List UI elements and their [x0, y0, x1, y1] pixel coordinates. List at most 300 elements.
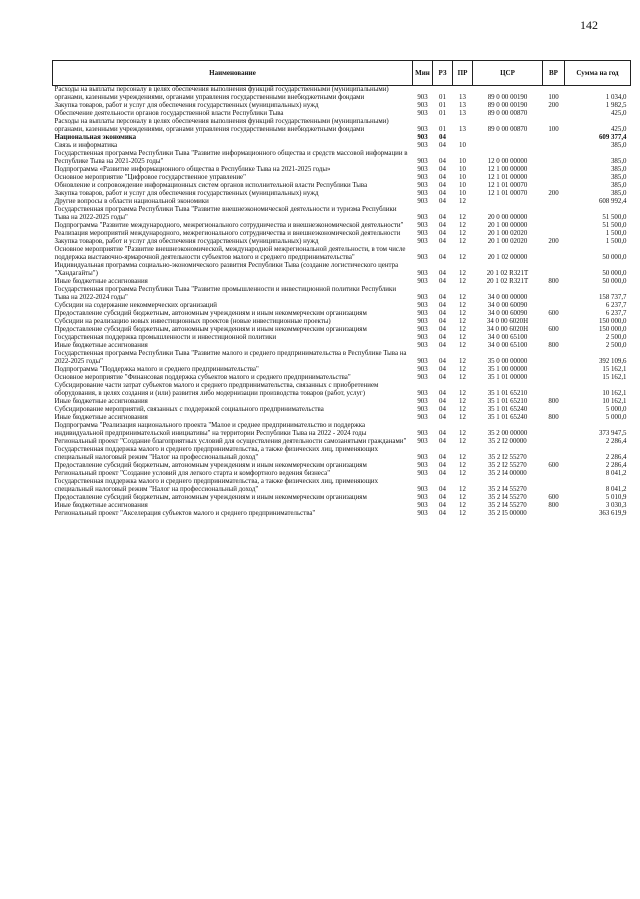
cell-sum: 1 982,5 — [605, 102, 627, 109]
cell-pr: 12 — [459, 294, 466, 301]
cell-min: 903 — [417, 470, 428, 477]
cell-vr — [543, 222, 565, 230]
table-row — [53, 502, 631, 510]
table-row — [53, 222, 631, 230]
cell-sum: 5 010,9 — [605, 494, 627, 501]
cell-min: 903 — [417, 454, 428, 461]
table-row — [53, 470, 631, 478]
cell-csr: 89 0 00 00190 — [487, 102, 528, 109]
table-row — [53, 334, 631, 342]
cell-name: Иные бюджетные ассигнования — [54, 502, 148, 509]
cell-pr: 12 — [459, 486, 466, 493]
cell-sum: 15 162,1 — [602, 374, 627, 381]
cell-min: 903 — [417, 94, 428, 101]
cell-sum: 609 377,4 — [598, 134, 627, 141]
cell-pr: 12 — [459, 254, 466, 261]
cell-rz: 04 — [439, 270, 446, 277]
cell-sum: 15 162,1 — [602, 366, 627, 373]
header-min: Мин — [413, 61, 433, 86]
cell-name: Закупка товаров, работ и услуг для обеспечения государственных (муниципальных) нужд — [54, 190, 319, 197]
table-row — [53, 118, 631, 134]
cell-sum: 6 237,7 — [605, 302, 627, 309]
cell-pr: 12 — [459, 454, 466, 461]
cell-name: Региональный проект "Создание условий для легкого старта и комфортного ведения бизнеса" — [54, 470, 331, 477]
cell-vr: 600 — [548, 310, 559, 317]
cell-pr: 10 — [459, 174, 466, 181]
cell-sum: 50 000,0 — [602, 270, 627, 277]
cell-name: Закупка товаров, работ и услуг для обеспечения государственных (муниципальных) нужд — [54, 102, 319, 109]
cell-min: 903 — [417, 222, 428, 229]
cell-min: 903 — [417, 406, 428, 413]
table-row — [53, 414, 631, 422]
cell-pr: 12 — [459, 270, 466, 277]
cell-rz: 04 — [439, 294, 446, 301]
cell-name: Подпрограмма "Развитие международного, межрегионального сотрудничества и внешнеэкономической деятельности" — [54, 222, 404, 229]
table-row — [53, 110, 631, 118]
cell-rz: 04 — [439, 398, 446, 405]
cell-csr: 20 1 02 00000 — [487, 254, 528, 261]
cell-pr: 12 — [459, 462, 466, 469]
cell-vr: 800 — [548, 342, 559, 349]
cell-rz: 04 — [439, 214, 446, 221]
cell-vr — [543, 334, 565, 342]
cell-name: Иные бюджетные ассигнования — [54, 414, 148, 421]
cell-csr: 35 2 I5 00000 — [488, 510, 527, 517]
cell-rz: 04 — [439, 414, 446, 421]
cell-vr — [543, 182, 565, 190]
cell-csr: 34 0 00 65100 — [487, 342, 528, 349]
cell-pr: 12 — [459, 398, 466, 405]
table-row — [53, 150, 631, 166]
cell-name: Индивидуальная программа социально-экономического развития Республики Тыва (создание логистического центра "Хандагайты") — [54, 262, 399, 277]
cell-rz: 04 — [439, 278, 446, 285]
cell-rz: 04 — [439, 190, 446, 197]
table-row — [53, 286, 631, 302]
cell-rz: 04 — [439, 238, 446, 245]
cell-csr: 35 1 00 00000 — [487, 366, 528, 373]
cell-rz: 04 — [439, 230, 446, 237]
cell-pr: 10 — [459, 190, 466, 197]
cell-name: Предоставление субсидий бюджетным, автономным учреждениям и иным некоммерческим организациям — [54, 326, 367, 333]
cell-pr: 10 — [459, 182, 466, 189]
cell-min: 903 — [417, 310, 428, 317]
cell-sum: 8 041,2 — [605, 470, 627, 477]
cell-csr: 20 1 00 00000 — [487, 222, 528, 229]
header-pr: ПР — [453, 61, 473, 86]
cell-vr: 600 — [548, 326, 559, 333]
cell-csr: 35 2 I4 00000 — [488, 470, 527, 477]
cell-vr — [543, 150, 565, 166]
cell-name: Обновление и сопровождение информационных систем органов исполнительной власти Республики Тыва — [54, 182, 368, 189]
cell-min: 903 — [417, 238, 428, 245]
cell-sum: 5 000,0 — [605, 406, 627, 413]
cell-pr: 12 — [459, 214, 466, 221]
cell-vr — [543, 350, 565, 366]
cell-csr: 89 0 00 00870 — [487, 110, 528, 117]
cell-rz: 04 — [439, 342, 446, 349]
cell-rz: 04 — [439, 510, 446, 517]
cell-vr — [543, 134, 565, 142]
cell-name: Подпрограмма «Развитие информационного общества в Республике Тыва на 2021-2025 годы» — [54, 166, 331, 173]
cell-pr: 12 — [459, 222, 466, 229]
cell-sum: 150 000,0 — [598, 318, 627, 325]
cell-vr: 100 — [548, 94, 559, 101]
table-row — [53, 190, 631, 198]
cell-min: 903 — [417, 158, 428, 165]
cell-vr — [543, 262, 565, 278]
cell-name: Субсидирование мероприятий, связанных с поддержкой социального предпринимательства — [54, 406, 324, 413]
cell-vr — [543, 422, 565, 438]
budget-table — [52, 60, 631, 518]
cell-pr: 12 — [459, 414, 466, 421]
table-header-row — [53, 61, 631, 86]
table-row — [53, 422, 631, 438]
cell-sum: 2 500,0 — [605, 334, 627, 341]
cell-name: Региональный проект "Создание благоприятных условий для осуществления деятельности самозанятыми гражданами" — [54, 438, 407, 445]
cell-min: 903 — [417, 270, 428, 277]
header-rz: РЗ — [433, 61, 453, 86]
table-row — [53, 262, 631, 278]
cell-vr: 800 — [548, 398, 559, 405]
table-row — [53, 510, 631, 518]
cell-sum: 51 500,0 — [602, 222, 627, 229]
cell-pr: 12 — [459, 430, 466, 437]
cell-rz: 04 — [439, 158, 446, 165]
header-csr: ЦСР — [473, 61, 543, 86]
cell-pr: 12 — [459, 470, 466, 477]
cell-vr: 200 — [548, 102, 559, 109]
cell-csr: 35 0 00 00000 — [487, 358, 528, 365]
cell-min: 903 — [417, 438, 428, 445]
cell-pr: 12 — [459, 510, 466, 517]
cell-csr: 35 1 01 00000 — [487, 374, 528, 381]
cell-name: Государственная программа Республики Тыва "Развитие промышленности и инвестиционной политики Республики Тыва на 2022-2024 годы" — [54, 286, 397, 301]
cell-csr: 35 2 00 00000 — [487, 430, 528, 437]
cell-min: 903 — [417, 126, 428, 133]
table-row — [53, 406, 631, 414]
cell-rz: 01 — [439, 102, 446, 109]
table-row — [53, 206, 631, 222]
cell-vr — [543, 318, 565, 326]
cell-name: Закупка товаров, работ и услуг для обеспечения государственных (муниципальных) нужд — [54, 238, 319, 245]
cell-min: 903 — [417, 294, 428, 301]
cell-rz: 04 — [439, 366, 446, 373]
cell-name: Связь и информатика — [54, 142, 118, 149]
cell-rz: 04 — [439, 310, 446, 317]
cell-min: 903 — [417, 142, 428, 149]
cell-sum: 2 500,0 — [605, 342, 627, 349]
cell-rz: 01 — [439, 126, 446, 133]
table-row — [53, 446, 631, 462]
table-row — [53, 134, 631, 142]
cell-rz: 04 — [439, 174, 446, 181]
cell-sum: 1 500,0 — [605, 230, 627, 237]
cell-pr: 12 — [459, 302, 466, 309]
cell-pr: 12 — [459, 238, 466, 245]
cell-pr: 10 — [459, 166, 466, 173]
cell-csr — [473, 198, 543, 206]
cell-sum: 10 162,1 — [602, 398, 627, 405]
cell-rz: 04 — [439, 334, 446, 341]
cell-sum: 608 992,4 — [598, 198, 627, 205]
cell-sum: 1 034,0 — [605, 94, 627, 101]
table-row — [53, 246, 631, 262]
cell-rz: 04 — [439, 406, 446, 413]
cell-rz: 04 — [439, 454, 446, 461]
cell-rz: 04 — [439, 166, 446, 173]
cell-csr: 20 1 02 R321T — [486, 270, 529, 277]
cell-name: Основное мероприятие "Развитие внешнеэкономической, международной межрегиональной деятельности, в том числе поддержка выставочно-ярмарочной деятельности субъектов малого и среднего предпринимательства" — [54, 246, 406, 261]
cell-vr: 200 — [548, 238, 559, 245]
cell-vr: 600 — [548, 462, 559, 469]
cell-sum: 10 162,1 — [602, 390, 627, 397]
cell-name: Национальная экономика — [54, 134, 137, 141]
table-row — [53, 478, 631, 494]
cell-pr: 12 — [459, 366, 466, 373]
cell-name: Иные бюджетные ассигнования — [54, 398, 148, 405]
cell-rz: 04 — [439, 494, 446, 501]
cell-pr: 12 — [459, 230, 466, 237]
cell-pr: 12 — [459, 310, 466, 317]
cell-vr: 100 — [548, 126, 559, 133]
cell-sum: 385,0 — [610, 182, 627, 189]
cell-sum: 1 500,0 — [605, 238, 627, 245]
cell-pr: 12 — [459, 318, 466, 325]
cell-sum: 2 286,4 — [605, 462, 627, 469]
cell-name: Государственная поддержка малого и среднего предпринимательства, а также физических лиц, применяющих специальный налоговый режим "Налог на профессиональный доход" — [54, 478, 379, 493]
cell-min: 903 — [417, 278, 428, 285]
cell-pr: 12 — [459, 374, 466, 381]
cell-sum: 50 000,0 — [602, 254, 627, 261]
cell-csr: 35 2 I2 00000 — [488, 438, 527, 445]
cell-csr: 34 0 00 60090 — [487, 310, 528, 317]
cell-pr: 12 — [459, 390, 466, 397]
cell-min: 903 — [417, 510, 428, 517]
cell-name: Государственная программа Республики Тыва "Развитие малого и среднего предпринимательства в Республике Тыва на 2022-2025 годы" — [54, 350, 407, 365]
cell-csr: 12 1 00 00000 — [487, 166, 528, 173]
table-row — [53, 238, 631, 246]
cell-rz: 04 — [439, 430, 446, 437]
cell-pr: 12 — [459, 334, 466, 341]
cell-min: 903 — [417, 430, 428, 437]
cell-min: 903 — [417, 302, 428, 309]
cell-csr — [473, 134, 543, 142]
cell-sum: 385,0 — [610, 142, 627, 149]
table-row — [53, 326, 631, 334]
cell-vr — [543, 382, 565, 398]
cell-sum: 392 109,6 — [598, 358, 627, 365]
cell-min: 903 — [417, 134, 428, 141]
cell-min: 903 — [417, 486, 428, 493]
cell-sum: 2 286,4 — [605, 438, 627, 445]
cell-vr — [543, 246, 565, 262]
cell-min: 903 — [417, 214, 428, 221]
cell-csr: 34 0 00 00000 — [487, 294, 528, 301]
cell-csr: 20 1 00 02020 — [487, 230, 528, 237]
table-row — [53, 342, 631, 350]
cell-name: Предоставление субсидий бюджетным, автономным учреждениям и иным некоммерческим организациям — [54, 462, 367, 469]
page-number: 142 — [580, 18, 598, 32]
cell-name: Предоставление субсидий бюджетным, автономным учреждениям и иным некоммерческим организациям — [54, 494, 367, 501]
cell-min: 903 — [417, 502, 428, 509]
cell-min: 903 — [417, 398, 428, 405]
cell-vr — [543, 438, 565, 446]
cell-vr: 800 — [548, 414, 559, 421]
cell-pr: 10 — [459, 158, 466, 165]
cell-vr — [543, 286, 565, 302]
cell-name: Региональный проект "Акселерация субъектов малого и среднего предпринимательства" — [54, 510, 316, 517]
cell-csr: 35 2 I2 55270 — [488, 462, 527, 469]
table-row — [53, 102, 631, 110]
cell-rz: 04 — [439, 302, 446, 309]
table-row — [53, 86, 631, 103]
cell-vr — [543, 174, 565, 182]
cell-vr — [543, 366, 565, 374]
cell-csr: 35 1 01 65210 — [487, 390, 528, 397]
table-row — [53, 278, 631, 286]
cell-min: 903 — [417, 318, 428, 325]
cell-sum: 385,0 — [610, 158, 627, 165]
cell-name: Подпрограмма "Поддержка малого и среднего предпринимательства" — [54, 366, 259, 373]
cell-min: 903 — [417, 334, 428, 341]
table-row — [53, 366, 631, 374]
cell-rz: 04 — [439, 318, 446, 325]
cell-vr — [543, 166, 565, 174]
table-row — [53, 382, 631, 398]
cell-vr — [543, 446, 565, 462]
cell-min: 903 — [417, 166, 428, 173]
cell-name: Обеспечение деятельности органов государственной власти Республики Тыва — [54, 110, 284, 117]
cell-min: 903 — [417, 358, 428, 365]
cell-vr: 800 — [548, 502, 559, 509]
cell-vr — [543, 206, 565, 222]
table-row — [53, 198, 631, 206]
cell-sum: 2 286,4 — [605, 454, 627, 461]
table-row — [53, 230, 631, 238]
cell-csr: 12 0 00 00000 — [487, 158, 528, 165]
cell-rz: 04 — [439, 374, 446, 381]
cell-pr — [453, 134, 473, 142]
cell-sum: 385,0 — [610, 174, 627, 181]
cell-vr — [543, 478, 565, 494]
cell-csr: 12 1 01 00000 — [487, 174, 528, 181]
cell-vr — [543, 230, 565, 238]
cell-min: 903 — [417, 326, 428, 333]
cell-sum: 6 237,7 — [605, 310, 627, 317]
table-row — [53, 310, 631, 318]
table-row — [53, 174, 631, 182]
table-row — [53, 438, 631, 446]
cell-min: 903 — [417, 494, 428, 501]
cell-rz: 01 — [439, 94, 446, 101]
cell-name: Предоставление субсидий бюджетным, автономным учреждениям и иным некоммерческим организациям — [54, 310, 367, 317]
cell-csr: 35 1 01 65210 — [487, 398, 528, 405]
table-row — [53, 374, 631, 382]
cell-csr: 34 0 00 65100 — [487, 334, 528, 341]
cell-pr: 12 — [459, 502, 466, 509]
cell-csr: 35 2 I4 55270 — [488, 494, 527, 501]
cell-name: Расходы на выплаты персоналу в целях обеспечения выполнения функций государственными (муниципальными) органами, казенными учреждениями, органами управления государственными внебюджетными фондами — [54, 86, 389, 101]
cell-min: 903 — [417, 254, 428, 261]
cell-sum: 425,0 — [610, 126, 627, 133]
cell-name: Иные бюджетные ассигнования — [54, 278, 148, 285]
cell-sum: 3 030,3 — [605, 502, 627, 509]
cell-vr: 200 — [548, 190, 559, 197]
cell-name: Государственная поддержка промышленности и инвестиционной политики — [54, 334, 277, 341]
cell-sum: 385,0 — [610, 190, 627, 197]
cell-pr: 13 — [459, 94, 466, 101]
cell-sum: 51 500,0 — [602, 214, 627, 221]
cell-vr — [543, 110, 565, 118]
cell-name: Подпрограмма "Реализация национального проекта "Малое и среднее предпринимательство и поддержка индивидуальной предпринимательской инициативы" на территории Республики Тыва на 2022 - 2024 годы — [54, 422, 367, 437]
cell-pr: 13 — [459, 110, 466, 117]
header-sum: Сумма на год — [565, 61, 631, 86]
cell-name: Государственная программа Республики Тыва "Развитие внешнеэкономической деятельности и туризма Республики Тыва на 2022-2025 годы" — [54, 206, 397, 221]
cell-min: 903 — [417, 102, 428, 109]
cell-pr: 12 — [459, 358, 466, 365]
cell-name: Основное мероприятие "Цифровое государственное управление" — [54, 174, 246, 181]
cell-pr: 12 — [459, 494, 466, 501]
cell-pr: 12 — [459, 198, 466, 205]
cell-pr: 12 — [459, 438, 466, 445]
table-row — [53, 462, 631, 470]
cell-rz: 04 — [439, 134, 446, 141]
cell-rz: 04 — [439, 198, 446, 205]
cell-min: 903 — [417, 374, 428, 381]
cell-rz: 04 — [439, 326, 446, 333]
cell-pr: 12 — [459, 342, 466, 349]
cell-sum: 5 000,0 — [605, 414, 627, 421]
cell-csr: 34 0 00 6020Н — [486, 318, 529, 325]
cell-sum: 150 000,0 — [598, 326, 627, 333]
cell-name: Расходы на выплаты персоналу в целях обеспечения выполнения функций государственными (муниципальными) органами, казенными учреждениями, органами управления государственными внебюджетными фондами — [54, 118, 389, 133]
cell-csr: 12 1 01 00070 — [487, 190, 528, 197]
cell-vr — [543, 302, 565, 310]
cell-csr: 20 1 00 02020 — [487, 238, 528, 245]
cell-vr — [543, 142, 565, 150]
cell-vr — [543, 510, 565, 518]
cell-name: Субсидии на реализацию новых инвестиционных проектов (новые инвестиционные проекты) — [54, 318, 331, 325]
cell-csr: 35 2 I4 55270 — [488, 502, 527, 509]
cell-rz: 01 — [439, 110, 446, 117]
cell-pr: 12 — [459, 326, 466, 333]
cell-rz: 04 — [439, 222, 446, 229]
cell-pr: 12 — [459, 278, 466, 285]
table-row — [53, 318, 631, 326]
cell-rz: 04 — [439, 358, 446, 365]
cell-min: 903 — [417, 110, 428, 117]
cell-sum: 8 041,2 — [605, 486, 627, 493]
cell-csr: 35 2 I2 55270 — [488, 454, 527, 461]
cell-name: Реализация мероприятий международного, межрегионального сотрудничества и внешнеэкономической деятельности — [54, 230, 401, 237]
cell-csr: 20 1 02 R321T — [486, 278, 529, 285]
header-name: Наименование — [53, 61, 413, 86]
cell-sum: 425,0 — [610, 110, 627, 117]
cell-sum: 385,0 — [610, 166, 627, 173]
cell-min: 903 — [417, 190, 428, 197]
cell-min: 903 — [417, 198, 428, 205]
cell-min: 903 — [417, 342, 428, 349]
cell-name: Государственная поддержка малого и среднего предпринимательства, а также физических лиц, применяющих специальный налоговый режим "Налог на профессиональный доход" — [54, 446, 379, 461]
cell-vr — [543, 374, 565, 382]
cell-rz: 04 — [439, 142, 446, 149]
cell-csr: 35 1 01 65240 — [487, 406, 528, 413]
cell-rz: 04 — [439, 462, 446, 469]
cell-csr: 89 0 00 00190 — [487, 94, 528, 101]
cell-rz: 04 — [439, 486, 446, 493]
table-row — [53, 494, 631, 502]
cell-pr: 10 — [459, 142, 466, 149]
